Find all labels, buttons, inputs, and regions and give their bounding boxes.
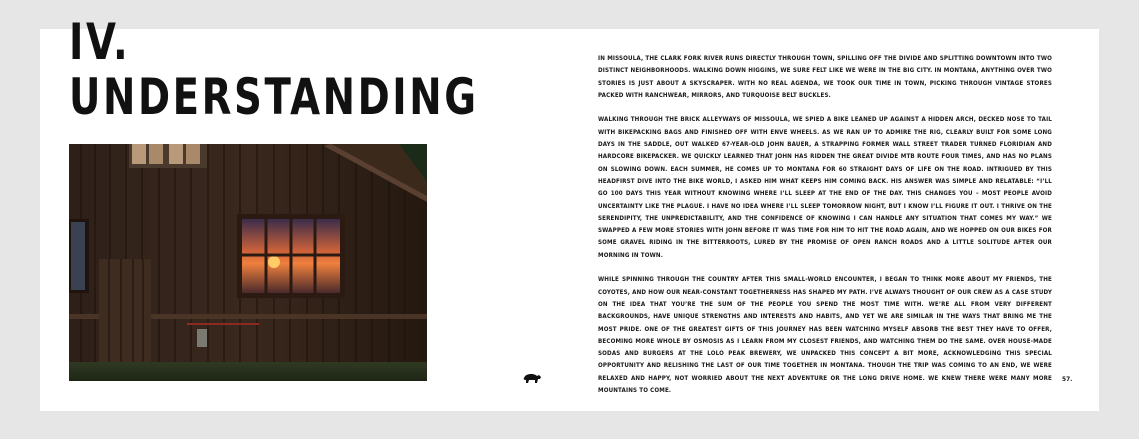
paragraph-3: WHILE SPINNING THROUGH THE COUNTRY AFTER THIS SMALL-WORLD ENCOUNTER, I BEGAN TO THINK MORE ABOUT MY FRIENDS, THE COYOTES, AND HOW OUR NEAR-CONSTANT TOGETHERNESS HAS SHAPED MY PATH. I’VE ALWAYS THOUGHT OF OUR CREW AS A CASE STUDY ON THE IDEA THAT YOU’RE THE SUM OF THE PEOPLE YOU SPEND THE MOST TIME WITH. WE’RE ALL FROM VERY DIFFERENT BACKGROUNDS, HAVE UNIQUE STRENGTHS AND INTERESTS AND HABITS, AND YET WE ARE SIMILAR IN THE WAYS THAT BRING ME THE MOST PRIDE. ONE OF THE GREATEST GIFTS OF THIS JOURNEY HAS BEEN WATCHING MYSELF ABSORB THE BEST THEY HAVE TO OFFER, BECOMING MORE WHOLE BY OSMOSIS AS I LEARN FROM MY CLOSEST FRIENDS, AND WATCHING THEM DO THE SAME. OVER HOUSE-MADE SODAS AND BURGERS AT THE LOLO PEAK BREWERY, WE UNPACKED THIS CONCEPT A BIT MORE, ACKNOWLEDGING THIS SPECIAL OPPORTUNITY AND RELISHING THE LAST OF OUR TIME TOGETHER IN MONTANA. THOUGH THE TRIP WAS COMING TO AN END, WE WERE RELAXED AND HAPPY, NOT WORRIED ABOUT THE NEXT ADVENTURE OR THE LONG DRIVE HOME. WE KNEW THERE WERE MANY MORE MOUNTAINS TO COME. [598, 276, 1052, 395]
paragraph-1: IN MISSOULA, THE CLARK FORK RIVER RUNS DIRECTLY THROUGH TOWN, SPILLING OFF THE DIVIDE AND SPLITTING DOWNTOWN INTO TWO DISTINCT NEIGHBORHOODS. WALKING DOWN HIGGINS, WE SURE FELT LIKE WE WERE IN THE BIG CITY. IN MONTANA, ANYTHING OVER TWO STORIES IS JUST ABOUT A SKYSCRAPER. WITH NO REAL AGENDA, WE TOOK OUR TIME IN TOWN, PICKING THROUGH VINTAGE STORES PACKED WITH RANCHWEAR, MIRRORS, AND TURQUOISE BELT BUCKLES. [598, 55, 1052, 99]
body-text [598, 53, 1052, 410]
chapter-heading [69, 15, 479, 125]
bear-icon [522, 369, 542, 381]
chapter-title: UNDERSTANDING [69, 68, 479, 126]
book-spread [40, 13, 1099, 411]
chapter-number: IV. [69, 13, 131, 71]
barn-sunset-photo [69, 144, 427, 381]
paragraph-2: WALKING THROUGH THE BRICK ALLEYWAYS OF MISSOULA, WE SPIED A BIKE LEANED UP AGAINST A HIDDEN ARCH, DECKED NOSE TO TAIL WITH BIKEPACKING BAGS AND FINISHED OFF WITH ENVE WHEELS. AS WE RAN UP TO ADMIRE THE RIG, CLEARLY BUILT FOR SOME LONG DAYS IN THE SADDLE, OUT WALKED 67-YEAR-OLD JOHN BAUER, A STRAPPING FORMER WALL STREET TRADER TURNED FLORIDIAN AND HARDCORE BIKEPACKER. WE QUICKLY LEARNED THAT JOHN HAS RIDDEN THE GREAT DIVIDE MTB ROUTE FOUR TIMES, AND HAS NO PLANS ON SLOWING DOWN. EACH SUMMER, HE COMES UP TO MONTANA FOR 60 STRAIGHT DAYS OF LIFE ON THE ROAD. INTRIGUED BY THIS HEADFIRST DIVE INTO THE BIKE WORLD, I ASKED HIM WHAT KEEPS HIM COMING BACK. HIS ANSWER WAS SIMPLE AND RELATABLE: “I’LL GO 100 DAYS THIS YEAR WITHOUT KNOWING WHERE I’LL SLEEP AT THE END OF THE DAY. THIS CHANGES YOU – MOST PEOPLE AVOID UNCERTAINTY LIKE THE PLAGUE. I HAVE NO IDEA WHERE I’LL SLEEP TOMORROW NIGHT, BUT I KNOW I’LL FIGURE IT OUT. I THRIVE ON THE SERENDIPITY, THE UNPREDICTABILITY, AND THE CONFIDENCE OF KNOWING I CAN HANDLE ANY SITUATION THAT COMES MY WAY.” WE SWAPPED A FEW MORE STORIES WITH JOHN BEFORE IT WAS TIME FOR HIM TO HIT THE ROAD AGAIN, AND WE HOPPED ON OUR BIKES FOR SOME GRAVEL RIDING IN THE BITTERROOTS, LURED BY THE PROMISE OF OPEN RANCH ROADS AND A LITTLE SOLITUDE AFTER OUR MORNING IN TOWN. [598, 116, 1052, 259]
page-number: 57. [1062, 375, 1073, 383]
